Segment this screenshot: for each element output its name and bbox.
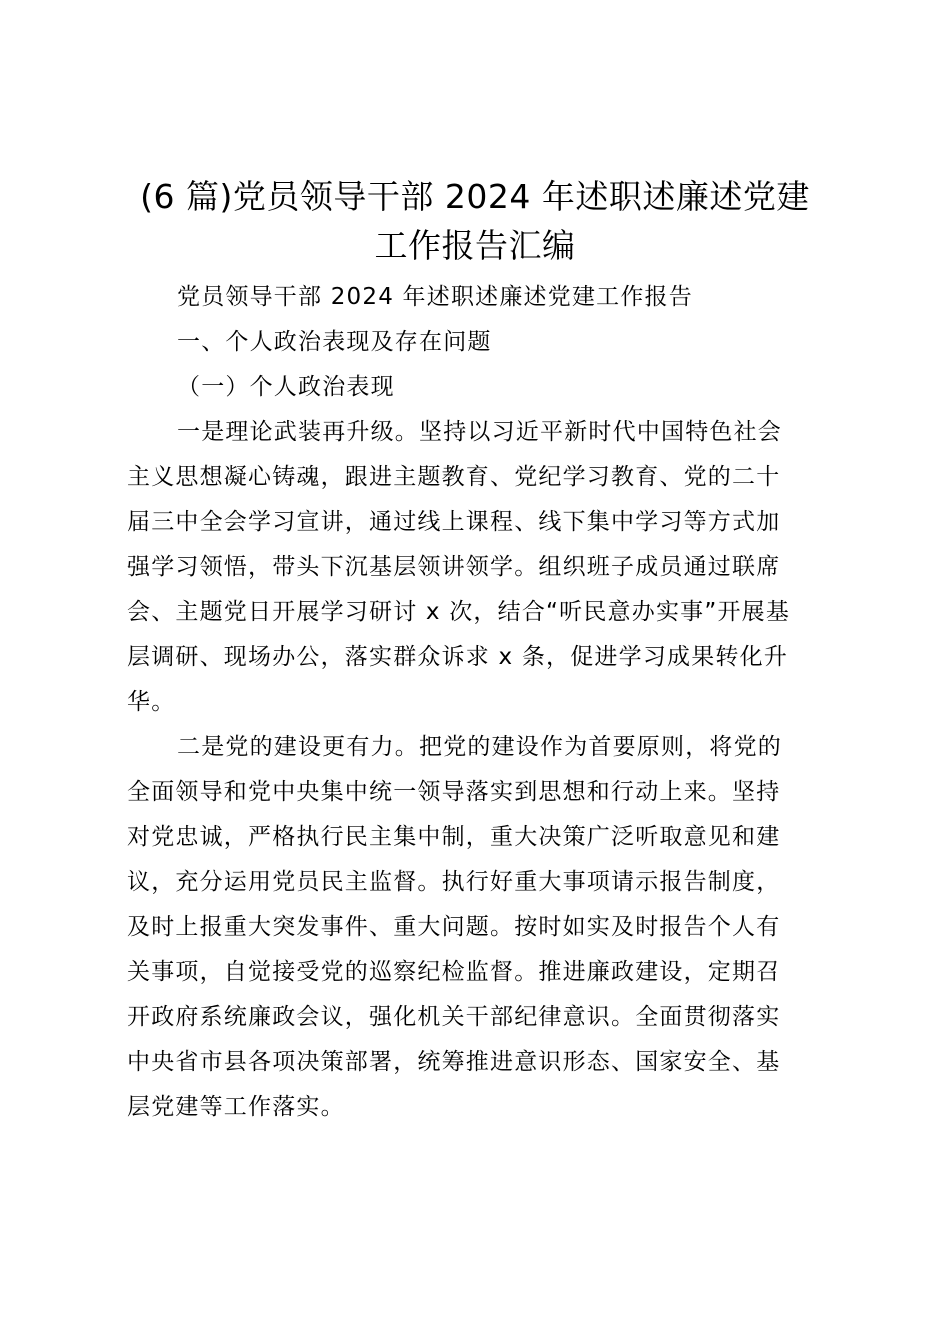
paragraph-line: 届三中全会学习宣讲，通过线上课程、线下集中学习等方式加	[127, 509, 781, 535]
paragraph-line: 中央省市县各项决策部署，统筹推进意识形态、国家安全、基	[127, 1049, 781, 1075]
paragraph-theory	[127, 410, 825, 725]
paragraph-line: 议，充分运用党员民主监督。执行好重大事项请示报告制度，	[127, 869, 781, 895]
document-title	[100, 172, 850, 270]
paragraph-line: 关事项，自觉接受党的巡察纪检监督。推进廉政建设，定期召	[127, 959, 781, 985]
paragraph-line: 一是理论武装再升级。坚持以习近平新时代中国特色社会	[177, 419, 782, 445]
paragraph-line: 对党忠诚，严格执行民主集中制，重大决策广泛听取意见和建	[127, 824, 781, 850]
section-heading-1: 一、个人政治表现及存在问题	[177, 329, 492, 355]
section-heading-2: （一）个人政治表现	[177, 374, 395, 400]
paragraph-line: 及时上报重大突发事件、重大问题。按时如实及时报告个人有	[127, 914, 781, 940]
title-line-2: 工作报告汇编	[374, 226, 576, 265]
paragraph-line: 层调研、现场办公，落实群众诉求 x 条，促进学习成果转化升	[127, 644, 789, 670]
report-subtitle: 党员领导干部 2024 年述职述廉述党建工作报告	[177, 284, 693, 310]
paragraph-party-building	[127, 725, 825, 1130]
title-line-1: (6 篇)党员领导干部 2024 年述职述廉述党建	[140, 177, 810, 216]
paragraph-line: 开政府系统廉政会议，强化机关干部纪律意识。全面贯彻落实	[127, 1004, 781, 1030]
paragraph-line: 二是党的建设更有力。把党的建设作为首要原则，将党的	[177, 734, 782, 760]
paragraph-line: 全面领导和党中央集中统一领导落实到思想和行动上来。坚持	[127, 779, 781, 805]
paragraph-line: 会、主题党日开展学习研讨 x 次，结合“听民意办实事”开展基	[127, 599, 791, 625]
paragraph-line: 强学习领悟，带头下沉基层领讲领学。组织班子成员通过联席	[127, 554, 781, 580]
paragraph-line: 主义思想凝心铸魂，跟进主题教育、党纪学习教育、党的二十	[127, 464, 781, 490]
paragraph-line: 层党建等工作落实。	[127, 1094, 345, 1120]
paragraph-line: 华。	[127, 689, 176, 715]
document-body	[127, 275, 825, 1130]
